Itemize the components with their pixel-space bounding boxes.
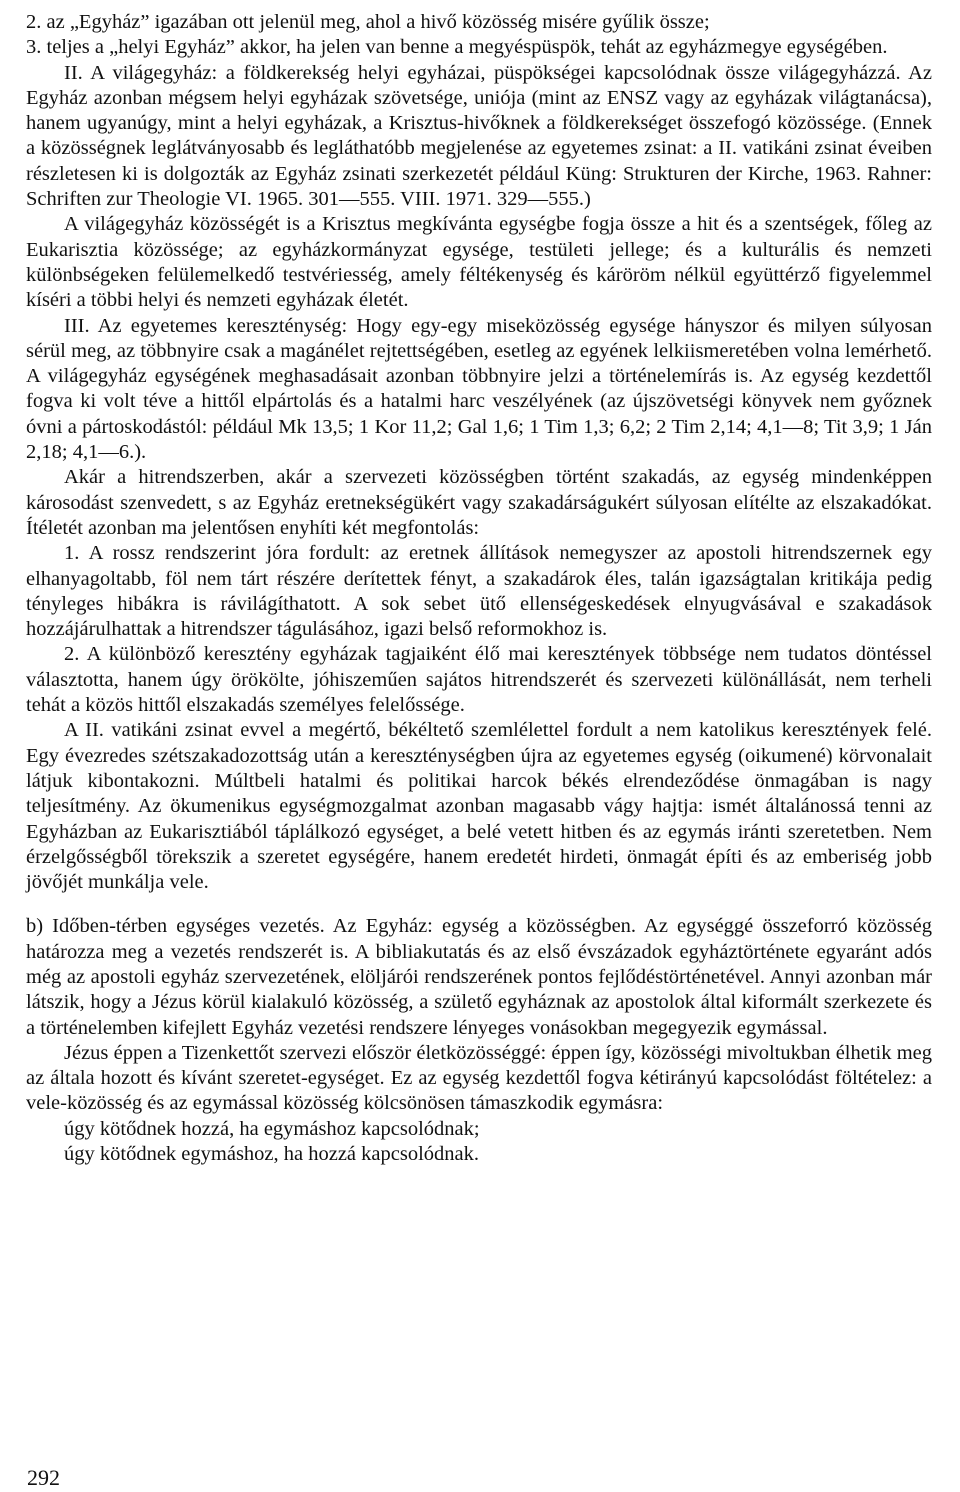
verse-line: úgy kötődnek egymáshoz, ha hozzá kapcsolódnak.	[64, 1143, 480, 1166]
paragraph: A világegyház közösségét is a Krisztus megkívánta egységbe fogja össze a hit és a szentségek, főleg az Eukarisztia közössége; az egyházkormányzat egysége, testületi jellege; és a kulturális és nemzeti különbségeken felülemelkedő testvériesség, amely féltékenység és káröröm nélkül együttérző figyelemmel kíséri a többi helyi és nemzeti egyházak életét.	[26, 213, 932, 312]
list-item: 3. teljes a „helyi Egyház” akkor, ha jelen van benne a megyéspüspök, tehát az egyházmegye egységében.	[26, 36, 888, 59]
verse-line: úgy kötődnek hozzá, ha egymáshoz kapcsolódnak;	[64, 1117, 480, 1140]
body-text	[26, 10, 932, 1167]
section-paragraph: II. A világegyház: a földkerekség helyi egyházai, püspökségei kapcsolódnak össze világegyházzá. Az Egyház azonban mégsem helyi egyházak szövetsége, uniója (mint az ENSZ vagy az egyházak világtanácsa), hanem ugyanúgy, mint a helyi egyházak, a Krisztus-hivőknek a földkerekséget összefogó közössége. (Ennek a közösségnek leglátványosabb és legláthatóbb megjelenése az egyetemes zsinat: a II. vatikáni zsinat éveiben részletesen ki is dolgozták az Egyház zsinati szerkezetét például Küng: Strukturen der Kirche, 1963. Rahner: Schriften zur Theologie VI. 1965. 301—555. VIII. 1971. 329—555.)	[26, 61, 932, 211]
section-gap	[26, 895, 932, 914]
section-paragraph: III. Az egyetemes kereszténység: Hogy egy-egy miseközösség egysége hányszor és milyen súlyosan sérül meg, az többnyire csak a magánélet rejtettségében, esetleg az egyének lelkiismeretében volna lemérhető. A világegyház egységének meghasadásait azonban többnyire jelzi a történelemírás is. Az egység kezdettől fogva ki volt téve a hittől elpártolás és a hatalmi harc veszélyének (az újszövetségi könyvek nem győznek óvni a pártoskodástól: például Mk 13,5; 1 Kor 11,2; Gal 1,6; 1 Tim 1,3; 6,2; 2 Tim 2,14; 4,1—8; Tit 3,9; 1 Ján 2,18; 4,1—6.).	[26, 314, 932, 464]
section-paragraph: b) Időben-térben egységes vezetés. Az Egyház: egység a közösségben. Az egységgé összeforró közösség határozza meg a vezetés rendszerét is. A bibliakutatás és az első évszázadok egyháztörténete egyaránt adós még az apostoli egyház szervezetének, elöljárói rendszerének pontos fejlődéstörténetével. Annyi azonban már látszik, hogy a Jézus körül kialakuló közösség, a születő egyháznak az apostolok által kiformált szerkezete és a történelemben kifejlett Egyház vezetési rendszere lényeges vonásokban megegyezik egymással.	[26, 915, 932, 1039]
numbered-paragraph: 1. A rossz rendszerint jóra fordult: az eretnek állítások nemegyszer az apostoli hitrendszernek egy elhanyagoltabb, föl nem tárt részére derítettek fényt, a szakadárok éles, talán igazságtalan kritikája pedig tényleges hibákra is rávilágíthatott. A sok sebet ütő ellenségeskedések elnyugvásával e szakadások hozzájárulhattak a hitrendszer tágulásához, igazi belső reformokhoz is.	[26, 542, 932, 641]
paragraph: A II. vatikáni zsinat evvel a megértő, békéltető szemlélettel fordult a nem katolikus keresztények felé. Egy évezredes szétszakadozottság után a kereszténységben újra az egyetemes egység (oikumené) körvonalait látjuk kibontakozni. Múltbeli hatalmi és politikai harcok békés elrendeződése önmagában is nagy teljesítmény. Az ökumenikus egységmozgalmat azonban magasabb vágy hajtja: ismét általánossá tenni az Egyházban az Eukarisztiából táplálkozó egységet, a belé vetett hitben és az egymás iránti szeretetben. Nem érzelgősségből törekszik a szeretet egységére, hanem eredetét hirdeti, önmagát építi és az emberiség jobb jövőjét munkálja vele.	[26, 719, 932, 894]
page-number: 292	[27, 1465, 60, 1490]
paragraph: Akár a hitrendszerben, akár a szervezeti közösségben történt szakadás, az egység mindenképpen károsodást szenvedett, s az Egyház eretnekségükért vagy szakadárságukért súlyosan elítélte az elszakadókat. Ítéletét azonban ma jelentősen enyhíti két megfontolás:	[26, 466, 932, 539]
numbered-paragraph: 2. A különböző keresztény egyházak tagjaiként élő mai keresztények többsége nem tudatos döntéssel választotta, hanem úgy örökölte, jóhiszeműen sajátos hitrendszerét és szervezeti különállását, nem terheli tehát a közös hittől elszakadás személyes felelőssége.	[26, 643, 932, 717]
list-item: 2. az „Egyház” igazában ott jelenül meg, ahol a hivő közösség misére gyűlik össze;	[26, 11, 710, 33]
paragraph: Jézus éppen a Tizenkettőt szervezi először életközösséggé: éppen így, közösségi mivoltukban élhetik meg az általa hozott és kívánt szeretet-egységet. Ez az egység kezdettől fogva kétirányú kapcsolódást föltételez: a vele-közösség és az egymással közösség kölcsönösen támaszkodik egymásra:	[26, 1041, 932, 1115]
